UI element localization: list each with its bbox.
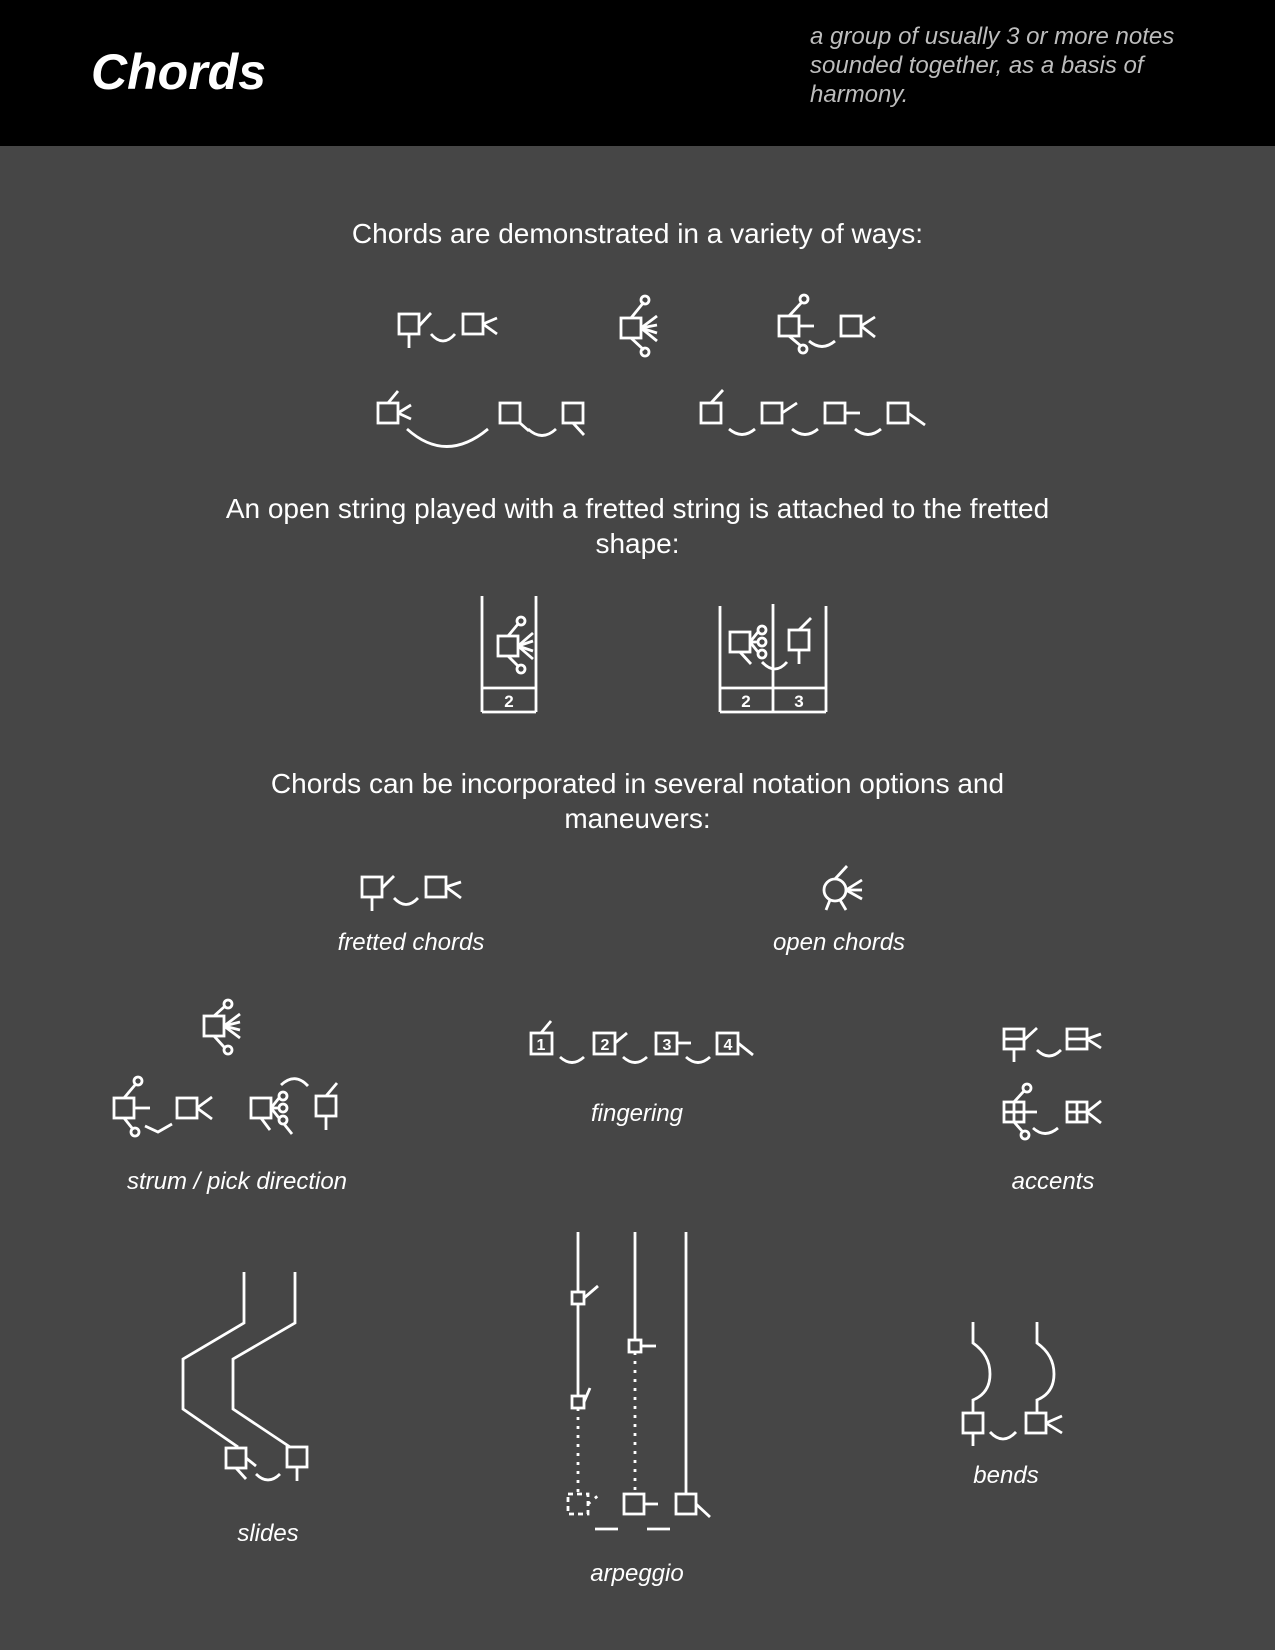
label-slides: slides <box>237 1520 299 1547</box>
bends-glyph <box>963 1322 1062 1446</box>
arpeggio-glyph <box>568 1232 710 1529</box>
label-open-chords: open chords <box>772 929 906 956</box>
fret-box-double <box>720 604 826 712</box>
fret-number-2b: 2 <box>741 692 751 711</box>
chord-example-5 <box>701 390 925 435</box>
heading-options-line2: maneuvers: <box>564 803 711 834</box>
chord-example-4 <box>378 391 584 447</box>
finger-number-1: 1 <box>536 1037 546 1054</box>
chord-definition: a group of usually 3 or more notes sounded together, as a basis of harmony. <box>810 23 1175 108</box>
finger-number-4: 4 <box>723 1037 733 1054</box>
finger-number-2: 2 <box>600 1037 610 1054</box>
chord-example-1 <box>399 313 497 348</box>
chord-example-2 <box>621 296 657 356</box>
heading-options-line1: Chords can be incorporated in several notation options and <box>270 768 1005 799</box>
chord-example-3 <box>779 295 875 353</box>
finger-number-3: 3 <box>662 1037 672 1054</box>
heading-open-string-line2: shape: <box>595 528 680 559</box>
slides-glyph <box>183 1272 307 1481</box>
page-title: Chords <box>91 44 266 100</box>
heading-open-string-line1: An open string played with a fretted string is attached to the fretted <box>225 493 1050 524</box>
open-chords-glyph <box>824 866 862 910</box>
label-strum: strum / pick direction <box>126 1168 348 1195</box>
strum-glyph <box>114 1000 337 1136</box>
label-fretted-chords: fretted chords <box>337 929 485 956</box>
fret-box-single <box>482 596 536 712</box>
label-bends: bends <box>973 1462 1039 1489</box>
fretted-chords-glyph <box>362 876 461 911</box>
heading-demonstrated-text: Chords are demonstrated in a variety of ways: <box>351 218 924 249</box>
accents-glyph <box>1004 1028 1101 1139</box>
fret-number-3: 3 <box>794 692 804 711</box>
label-arpeggio: arpeggio <box>590 1560 684 1587</box>
label-fingering: fingering <box>590 1100 684 1127</box>
fingering-glyph <box>531 1021 753 1063</box>
fret-number-2a: 2 <box>504 692 514 711</box>
label-accents: accents <box>1011 1168 1095 1195</box>
